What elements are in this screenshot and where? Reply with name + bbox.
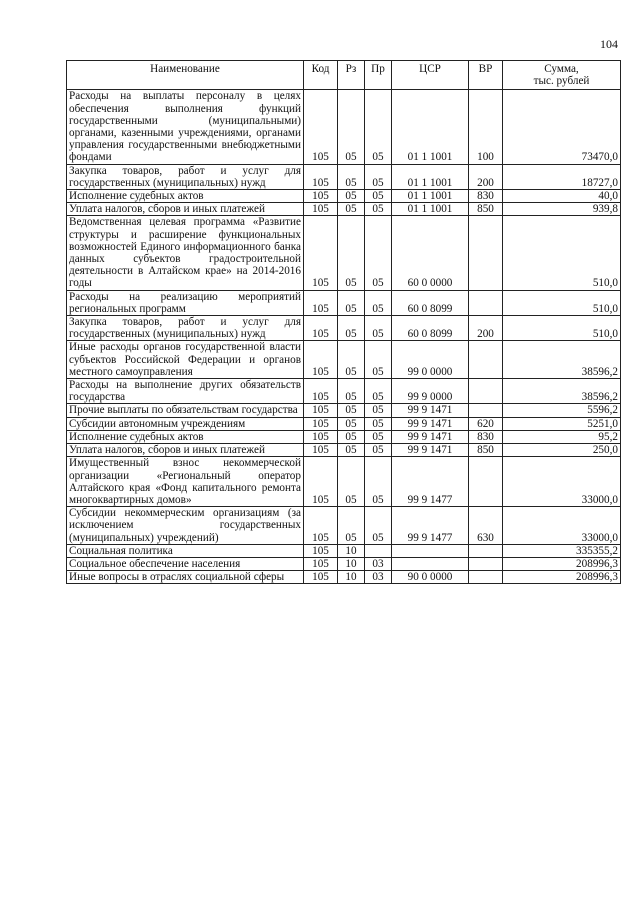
table-row [67,444,621,457]
cell-sum: 5596,2 [503,404,621,417]
table-row [67,290,621,315]
cell-kod: 105 [304,507,338,545]
cell-vr [469,290,503,315]
table-row [67,90,621,164]
cell-rz: 05 [338,379,365,404]
cell-rz: 05 [338,216,365,290]
cell-pr: 05 [365,457,392,507]
cell-sum: 335355,2 [503,544,621,557]
cell-rz: 05 [338,316,365,341]
header-kod: Код [304,61,338,90]
cell-sum: 208996,3 [503,557,621,570]
table-row [67,379,621,404]
cell-csr: 60 0 8099 [392,316,469,341]
cell-name: Закупка товаров, работ и услуг для государственных (муниципальных) нужд [67,164,304,189]
cell-pr: 05 [365,444,392,457]
cell-csr: 99 9 1471 [392,444,469,457]
cell-kod: 105 [304,203,338,216]
cell-sum: 5251,0 [503,417,621,430]
header-name: Наименование [67,61,304,90]
cell-csr: 99 9 1477 [392,507,469,545]
cell-csr: 99 9 1477 [392,457,469,507]
cell-pr: 05 [365,164,392,189]
table-row [67,164,621,189]
cell-rz: 05 [338,290,365,315]
cell-csr: 60 0 8099 [392,290,469,315]
cell-name: Иные вопросы в отраслях социальной сферы [67,571,304,584]
cell-kod: 105 [304,457,338,507]
cell-vr: 850 [469,444,503,457]
cell-csr: 99 9 1471 [392,404,469,417]
budget-table [66,60,621,584]
cell-name: Субсидии некоммерческим организациям (за исключением государственных (муниципальных) учреждений) [67,507,304,545]
cell-rz: 05 [338,90,365,164]
cell-rz: 05 [338,507,365,545]
cell-pr: 05 [365,203,392,216]
cell-rz: 10 [338,557,365,570]
cell-rz: 05 [338,203,365,216]
header-csr: ЦСР [392,61,469,90]
cell-rz: 10 [338,571,365,584]
cell-pr: 05 [365,341,392,379]
cell-vr [469,379,503,404]
cell-sum: 38596,2 [503,379,621,404]
table-row [67,544,621,557]
cell-csr: 99 0 0000 [392,341,469,379]
cell-kod: 105 [304,404,338,417]
cell-pr: 03 [365,571,392,584]
cell-name: Ведомственная целевая программа «Развитие структуры и расширение функциональных возможностей Единого информационного банка данных субъектов градостроительной деятельности в Алтайском крае» на 2014-2016 годы [67,216,304,290]
cell-rz: 05 [338,417,365,430]
cell-name: Расходы на выплаты персоналу в целях обеспечения выполнения функций государственными (муниципальными) органами, казенными учреждениями, органами управления государственными внебюджетными фондами [67,90,304,164]
cell-vr: 630 [469,507,503,545]
cell-pr: 05 [365,316,392,341]
cell-csr: 99 9 0000 [392,379,469,404]
cell-sum: 33000,0 [503,457,621,507]
cell-csr: 01 1 1001 [392,203,469,216]
cell-csr: 99 9 1471 [392,430,469,443]
cell-name: Иные расходы органов государственной власти субъектов Российской Федерации и органов местного самоуправления [67,341,304,379]
cell-sum: 33000,0 [503,507,621,545]
table-row [67,571,621,584]
cell-name: Расходы на реализацию мероприятий региональных программ [67,290,304,315]
cell-sum: 73470,0 [503,90,621,164]
cell-csr [392,544,469,557]
cell-kod: 105 [304,430,338,443]
cell-vr [469,457,503,507]
cell-vr: 850 [469,203,503,216]
cell-name: Уплата налогов, сборов и иных платежей [67,444,304,457]
cell-name: Социальное обеспечение населения [67,557,304,570]
cell-pr: 05 [365,404,392,417]
cell-vr: 200 [469,164,503,189]
cell-rz: 05 [338,404,365,417]
cell-sum: 939,8 [503,203,621,216]
cell-vr: 830 [469,430,503,443]
cell-kod: 105 [304,90,338,164]
cell-sum: 510,0 [503,316,621,341]
cell-sum: 38596,2 [503,341,621,379]
cell-kod: 105 [304,557,338,570]
table-row [67,430,621,443]
table-header-row [67,61,621,90]
table-row [67,316,621,341]
cell-name: Социальная политика [67,544,304,557]
header-vr: ВР [469,61,503,90]
cell-csr: 90 0 0000 [392,571,469,584]
cell-name: Субсидии автономным учреждениям [67,417,304,430]
cell-vr [469,404,503,417]
cell-kod: 105 [304,216,338,290]
cell-name: Исполнение судебных актов [67,190,304,203]
cell-sum: 95,2 [503,430,621,443]
cell-kod: 105 [304,544,338,557]
cell-rz: 05 [338,341,365,379]
table-row [67,557,621,570]
header-pr: Пр [365,61,392,90]
cell-vr: 830 [469,190,503,203]
cell-kod: 105 [304,571,338,584]
cell-rz: 05 [338,430,365,443]
header-rz: Рз [338,61,365,90]
cell-kod: 105 [304,417,338,430]
cell-name: Уплата налогов, сборов и иных платежей [67,203,304,216]
cell-vr [469,216,503,290]
cell-kod: 105 [304,290,338,315]
cell-sum: 18727,0 [503,164,621,189]
cell-kod: 105 [304,190,338,203]
cell-pr: 05 [365,216,392,290]
cell-rz: 05 [338,457,365,507]
cell-rz: 05 [338,164,365,189]
cell-kod: 105 [304,379,338,404]
cell-csr: 60 0 0000 [392,216,469,290]
cell-vr: 100 [469,90,503,164]
cell-rz: 05 [338,444,365,457]
cell-csr: 01 1 1001 [392,90,469,164]
cell-vr: 200 [469,316,503,341]
table-row [67,190,621,203]
cell-name: Прочие выплаты по обязательствам государства [67,404,304,417]
cell-rz: 10 [338,544,365,557]
cell-sum: 510,0 [503,290,621,315]
table-row [67,203,621,216]
cell-pr: 05 [365,507,392,545]
cell-name: Имущественный взнос некоммерческой организации «Региональный оператор Алтайского края «Фонд капитального ремонта многоквартирных домов» [67,457,304,507]
cell-rz: 05 [338,190,365,203]
cell-csr: 01 1 1001 [392,190,469,203]
cell-vr [469,571,503,584]
cell-sum: 208996,3 [503,571,621,584]
cell-csr: 99 9 1471 [392,417,469,430]
cell-kod: 105 [304,316,338,341]
cell-vr [469,557,503,570]
cell-pr: 05 [365,379,392,404]
cell-vr [469,341,503,379]
cell-csr: 01 1 1001 [392,164,469,189]
cell-kod: 105 [304,164,338,189]
cell-sum: 510,0 [503,216,621,290]
header-sum: Сумма, тыс. рублей [503,61,621,90]
page-number: 104 [600,37,618,51]
cell-pr: 05 [365,417,392,430]
cell-pr [365,544,392,557]
table-row [67,507,621,545]
table-row [67,457,621,507]
cell-name: Исполнение судебных актов [67,430,304,443]
cell-csr [392,557,469,570]
cell-kod: 105 [304,444,338,457]
cell-pr: 05 [365,290,392,315]
table-row [67,417,621,430]
cell-pr: 05 [365,190,392,203]
table-row [67,341,621,379]
cell-vr: 620 [469,417,503,430]
cell-kod: 105 [304,341,338,379]
cell-pr: 03 [365,557,392,570]
cell-vr [469,544,503,557]
cell-name: Расходы на выполнение других обязательств государства [67,379,304,404]
cell-pr: 05 [365,430,392,443]
cell-name: Закупка товаров, работ и услуг для государственных (муниципальных) нужд [67,316,304,341]
cell-sum: 250,0 [503,444,621,457]
cell-sum: 40,0 [503,190,621,203]
table-row [67,216,621,290]
cell-pr: 05 [365,90,392,164]
table-row [67,404,621,417]
